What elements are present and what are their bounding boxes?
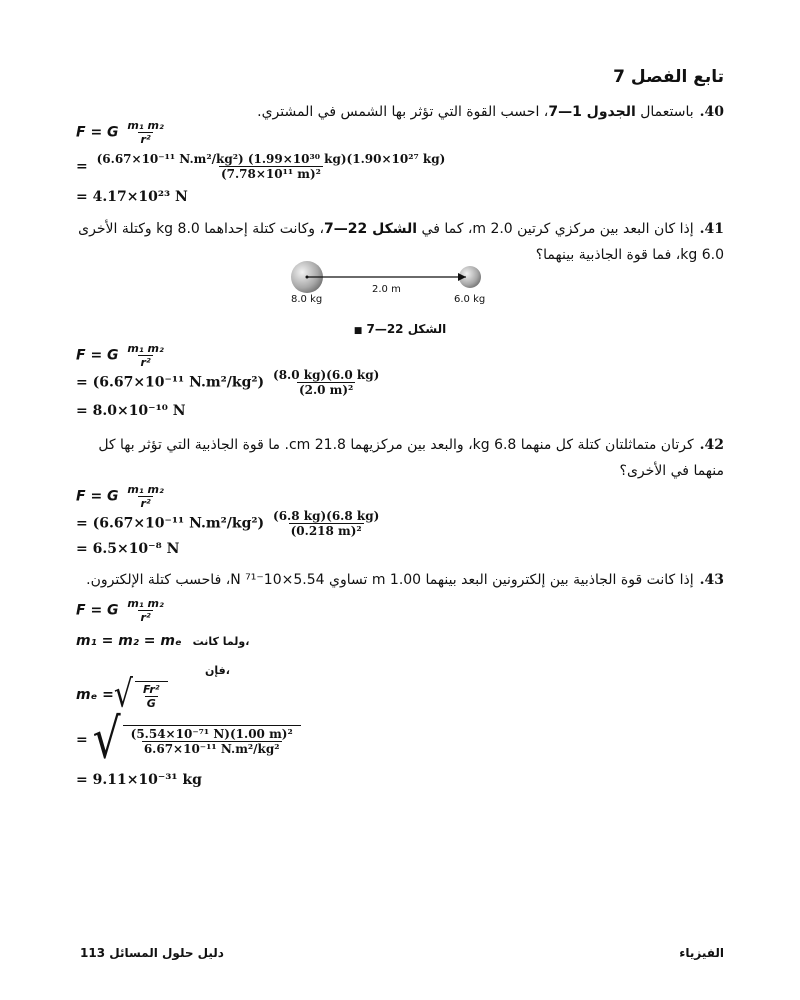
- q43-result: = 9.11×10⁻³¹ kg: [76, 772, 202, 788]
- question-text: إذا كان البعد بين مركزي كرتين 2.0 m، كما في: [417, 221, 694, 237]
- question-42: [74, 432, 724, 484]
- q42-substitution: = (6.67×10⁻¹¹ N.m²/kg²) $\frac{(6.8 kg)(6.8 kg)}{\text{(0.218 m)²}}$: [76, 509, 380, 538]
- question-40: [74, 99, 724, 125]
- q40-substitution: = $\frac{\text{(6.67×10⁻¹¹ N.m²/kg²) (1.99×10³⁰ kg)(1.90×10²⁷ kg)}}{\text{(7.78×10¹¹ m)²}}$: [76, 152, 446, 181]
- question-text: كرتان متماثلتان كتلة كل منهما 6.8 kg، والبعد بين مركزيهما 21.8 cm. ما قوة الجاذبية التي تؤثر بها كل منهما في الأخرى؟: [98, 437, 724, 479]
- q43-substitution: = √ $\frac{\text{(5.54×10⁻⁷¹ N)(1.00 m)²}}{\text{6.67×10⁻¹¹ N.m²/kg²}}$: [76, 718, 301, 762]
- q43-condition: m₁ = m₂ = mₑ ولما كانت،: [76, 633, 250, 649]
- then-word: فإن،: [205, 664, 230, 677]
- q43-formula: F = G $\frac{\text{m₁ m₂}}{\text{r²}}$: [76, 597, 164, 624]
- sqrt-icon: √: [113, 672, 134, 717]
- question-text: ، احسب القوة التي تؤثر بها الشمس في المشتري.: [257, 104, 549, 120]
- sqrt-icon: √: [92, 707, 121, 772]
- q40-formula: F = G $\frac{\text{m₁ m₂}}{\text{r²}}$: [76, 119, 164, 146]
- label-mass-small: 6.0 kg: [454, 294, 486, 305]
- footer-right: الفيزياء: [679, 946, 724, 960]
- q42-formula: F = G $\frac{\text{m₁ m₂}}{\text{r²}}$: [76, 483, 164, 510]
- footer-left: دليل حلول المسائل 113: [80, 946, 224, 960]
- question-43: [74, 567, 724, 593]
- question-text: إذا كانت قوة الجاذبية بين إلكترونين البعد بينهما 1.00 m تساوي 5.54×10⁻⁷¹ N، فاحسب كتلة الإلكترون.: [86, 572, 694, 588]
- q43-me-formula: mₑ =√ $\frac{\text{Fr²}}{G}$: [76, 680, 168, 710]
- figure-reference: الشكل 22—7: [324, 221, 418, 237]
- q40-result: = 4.17×10²³ N: [76, 189, 188, 205]
- q41-result: = 8.0×10⁻¹⁰ N: [76, 403, 186, 419]
- page-header: تابع الفصل 7: [613, 67, 724, 87]
- caption-square-icon: ■: [353, 326, 363, 336]
- question-number: 43.: [699, 572, 724, 588]
- q42-result: = 6.5×10⁻⁸ N: [76, 541, 180, 557]
- q41-formula: F = G $\frac{\text{m₁ m₂}}{\text{r²}}$: [76, 342, 164, 369]
- question-number: 41.: [699, 221, 724, 237]
- question-number: 42.: [699, 437, 724, 453]
- label-distance: 2.0 m: [372, 284, 401, 295]
- q41-substitution: = (6.67×10⁻¹¹ N.m²/kg²) $\frac{(8.0 kg)(6.0 kg)}{\text{(2.0 m)²}}$: [76, 368, 380, 397]
- question-number: 40.: [699, 104, 724, 120]
- question-text: باستعمال: [635, 104, 694, 120]
- label-mass-large: 8.0 kg: [291, 294, 323, 305]
- table-reference: الجدول 1—7: [548, 104, 636, 120]
- question-text: ، وكانت كتلة إحداهما 8.0 kg وكتلة الأخرى 6.0 kg، فما قوة الجاذبية بينهما؟: [78, 221, 724, 263]
- figure-caption: الشكل 22—7 ■: [353, 322, 447, 336]
